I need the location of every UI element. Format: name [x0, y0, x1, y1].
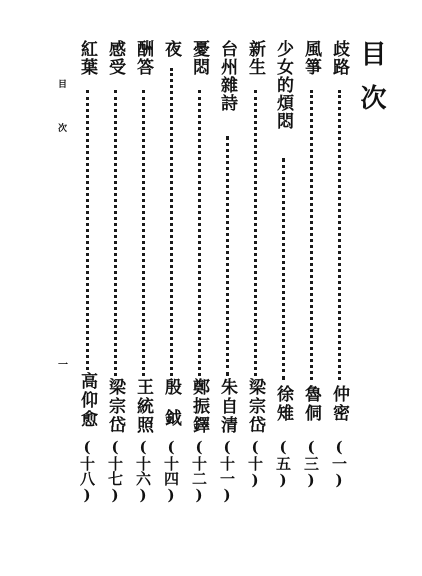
leader-dots	[254, 90, 257, 376]
leader-dots	[338, 90, 341, 380]
leader-dots	[226, 136, 229, 376]
toc-entry	[74, 40, 102, 510]
entry-author: 王統照	[133, 378, 153, 435]
entry-title: 酬答	[133, 40, 153, 76]
toc-entry	[270, 40, 298, 510]
toc-entry	[298, 40, 326, 510]
entry-author: 仲密	[329, 385, 349, 423]
toc-entry	[214, 40, 242, 510]
entry-page: (十八)	[78, 438, 96, 504]
entry-title: 紅葉	[77, 40, 97, 76]
page-number: 一	[58, 360, 68, 371]
leader-dots	[170, 68, 173, 376]
entry-page: (十六)	[134, 438, 152, 504]
leader-dots	[282, 158, 285, 380]
running-header-ci: 次	[58, 124, 68, 134]
entry-title: 新生	[245, 40, 265, 76]
leader-dots	[310, 90, 313, 380]
entry-page: (十二)	[190, 438, 208, 504]
entry-title: 風箏	[301, 40, 321, 76]
entry-page: (十一)	[218, 438, 236, 504]
leader-dots	[198, 90, 201, 376]
entry-author: 徐雉	[273, 385, 293, 423]
entry-author: 鄭振鐸	[189, 378, 209, 435]
toc-entry	[186, 40, 214, 510]
toc-heading: 目次	[356, 40, 386, 128]
entry-page: (十)	[246, 438, 264, 489]
leader-dots	[142, 90, 145, 376]
entry-title: 感受	[105, 40, 125, 76]
leader-dots	[114, 90, 117, 376]
leader-dots	[86, 90, 89, 370]
entry-author: 殷鉞	[161, 378, 181, 440]
entry-author: 梁宗岱	[105, 378, 125, 435]
entry-page: (三)	[302, 438, 320, 489]
toc-entry	[130, 40, 158, 510]
entry-author: 朱自清	[217, 378, 237, 435]
entry-title: 台州雜詩	[217, 40, 237, 112]
entry-title: 歧路	[329, 40, 349, 76]
entry-title: 夜	[161, 40, 181, 58]
entry-author: 高仰愈	[77, 372, 97, 429]
entry-title: 少女的煩悶	[273, 40, 293, 130]
toc-entry	[102, 40, 130, 510]
toc-entry	[242, 40, 270, 510]
running-header-mu: 目	[58, 80, 68, 90]
entry-page: (一)	[330, 438, 348, 489]
toc-entry	[326, 40, 354, 510]
entry-page: (五)	[274, 438, 292, 489]
entry-page: (十七)	[106, 438, 124, 504]
entry-title: 憂悶	[189, 40, 209, 76]
entry-page: (十四)	[162, 438, 180, 504]
toc-entry	[158, 40, 186, 510]
entry-author: 梁宗岱	[245, 378, 265, 435]
entry-author: 魯侗	[301, 385, 321, 423]
